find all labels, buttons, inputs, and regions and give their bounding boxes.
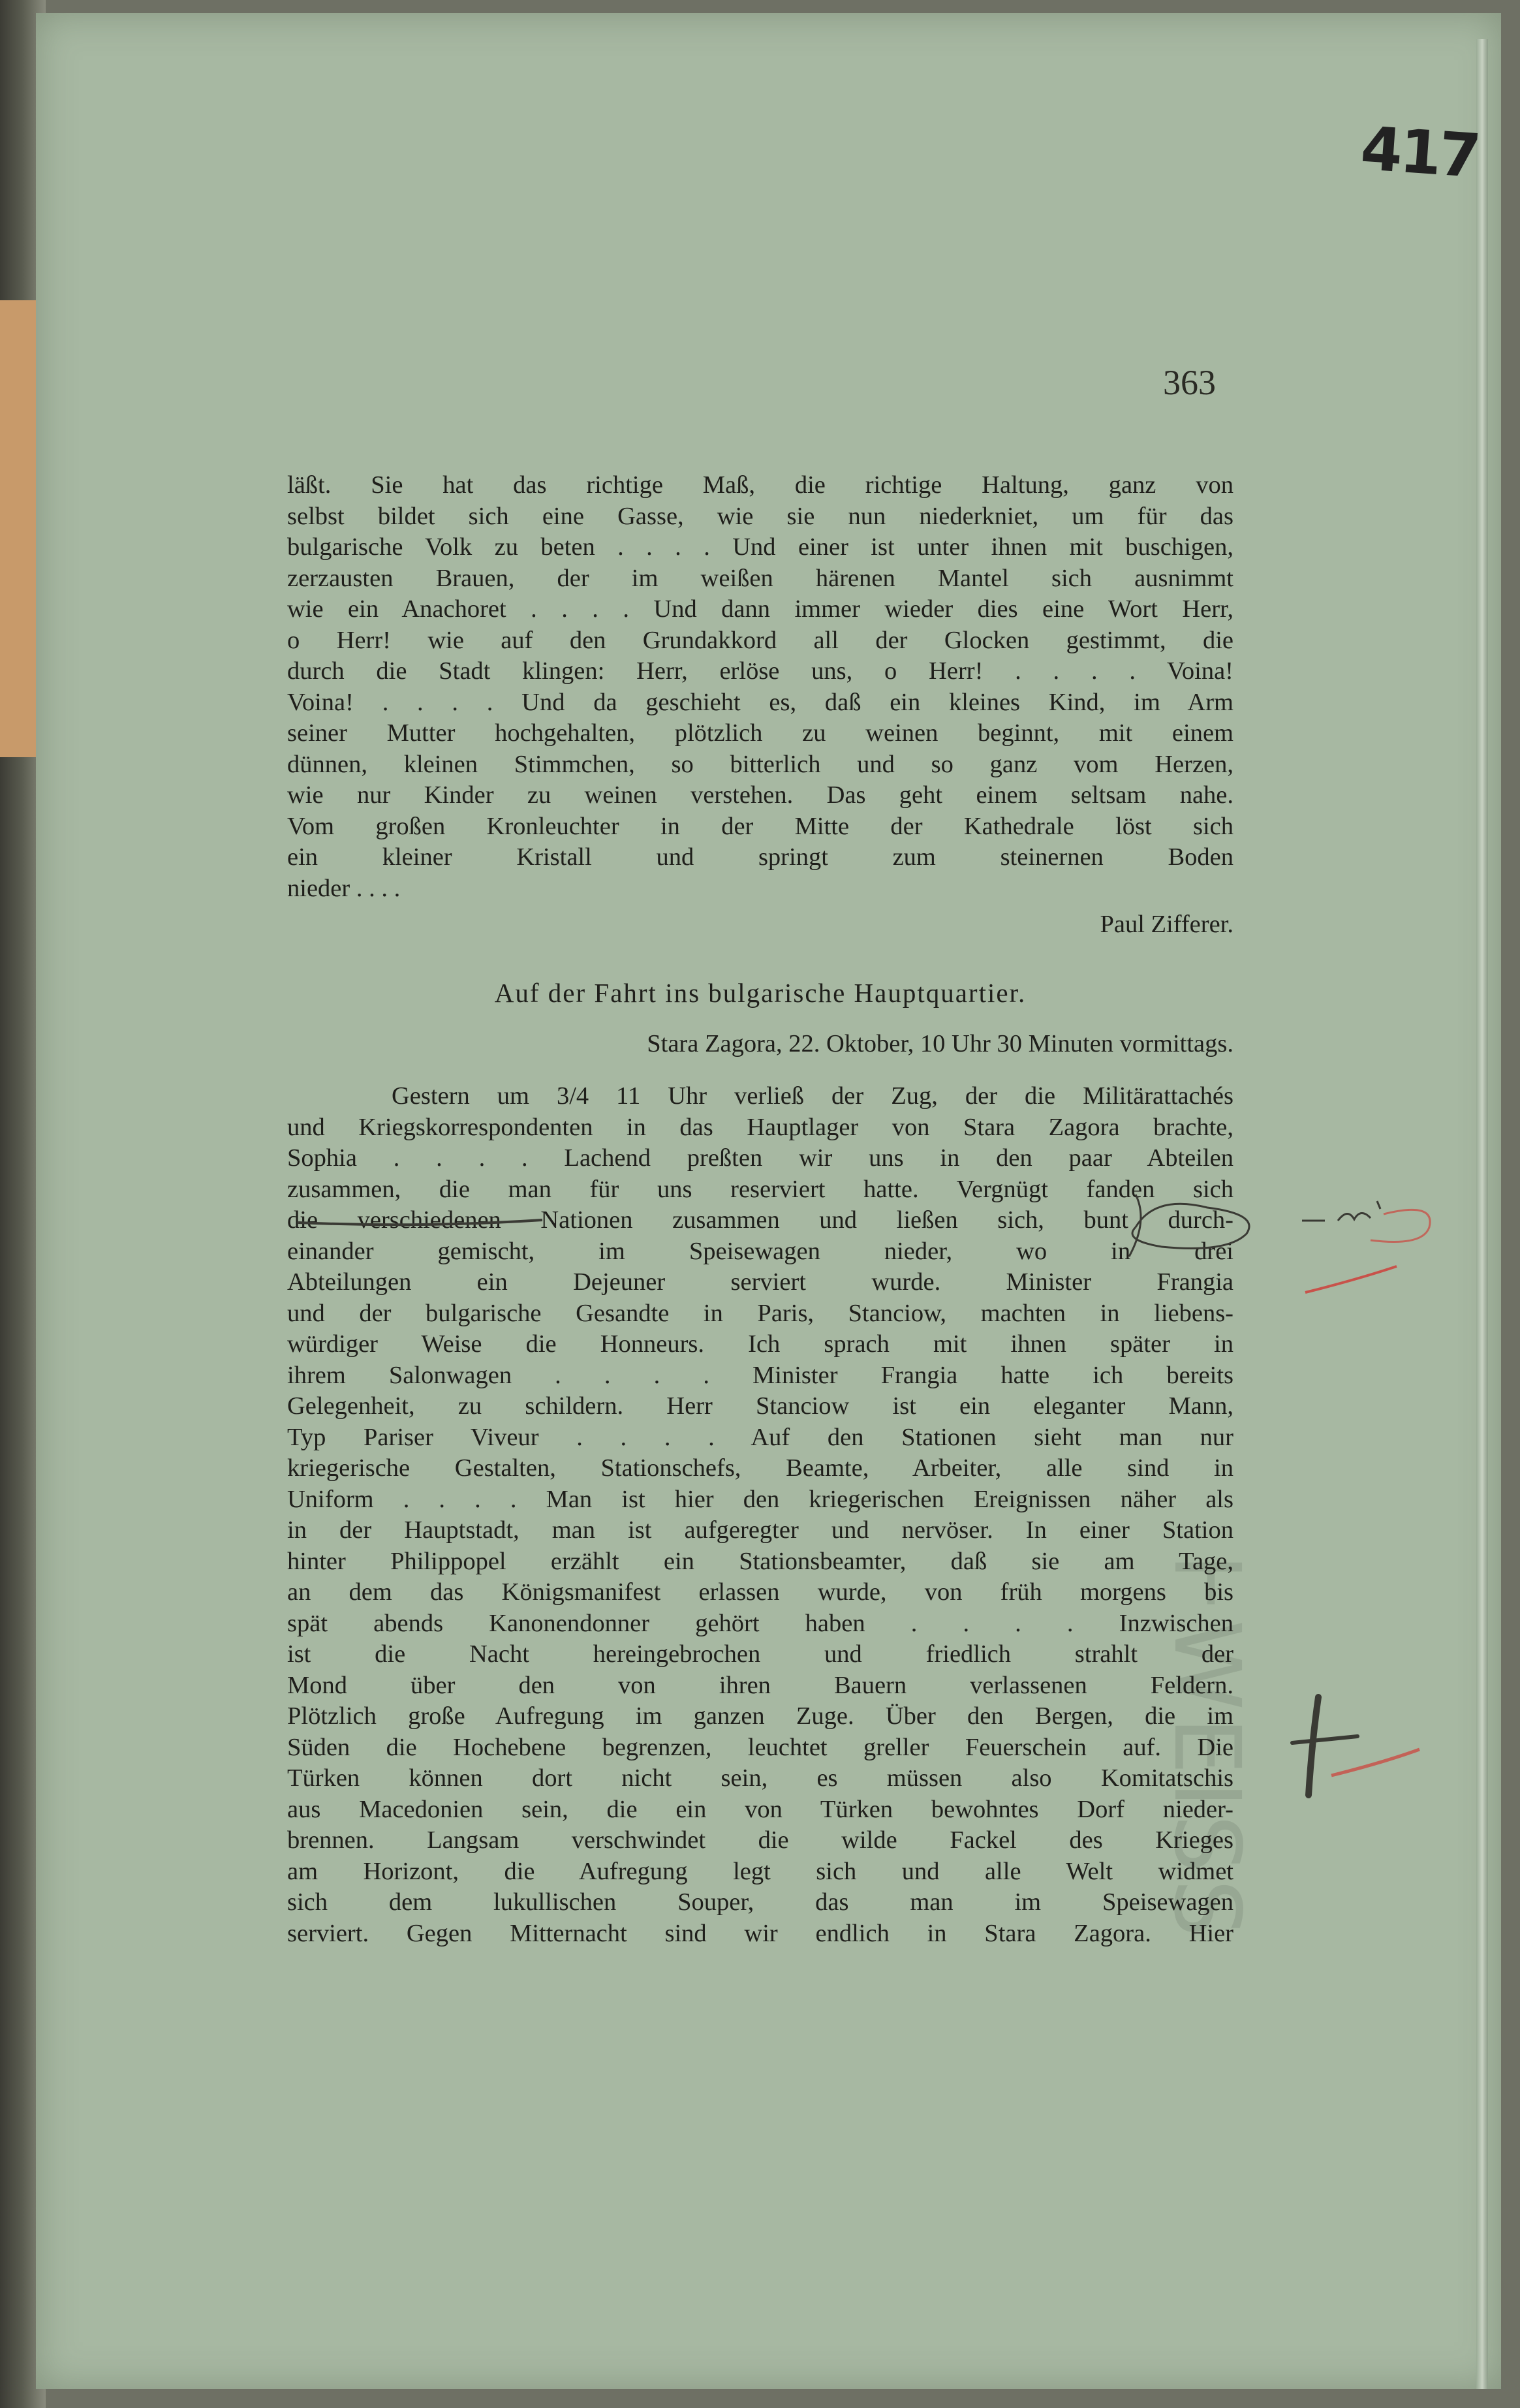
text-line: bulgarische Volk zu beten . . . . Und einer ist unter ihnen mit buschigen, — [287, 533, 1233, 561]
text-line: nieder . . . . — [287, 874, 401, 902]
text-line: Gelegenheit, zu schildern. Herr Stanciow ist ein eleganter Mann, — [287, 1392, 1233, 1420]
text-line: selbst bildet sich eine Gasse, wie sie nun niederkniet, um für das — [287, 502, 1233, 530]
text-line: einander gemischt, im Speisewagen nieder, wo in drei — [287, 1237, 1233, 1265]
article-2-title: Auf der Fahrt ins bulgarische Hauptquartier. — [494, 978, 1027, 1008]
text-line: läßt. Sie hat das richtige Maß, die richtige Haltung, ganz von — [287, 471, 1233, 499]
text-line: zerzausten Brauen, der im weißen härenen Mantel sich ausnimmt — [287, 564, 1233, 592]
text-line: Plötzlich große Aufregung im ganzen Zuge. Über den Bergen, die im — [287, 1702, 1233, 1730]
text-line: Abteilungen ein Dejeuner serviert wurde. Minister Frangia — [287, 1268, 1233, 1296]
text-line: Sophia . . . . Lachend preßten wir uns in den paar Abteilen — [287, 1144, 1233, 1172]
handwritten-folio-number: 417 — [1358, 113, 1481, 192]
text-line: an dem das Königsmanifest erlassen wurde, von früh morgens bis — [287, 1578, 1233, 1606]
text-line: dünnen, kleinen Stimmchen, so bitterlich und so ganz vom Herzen, — [287, 750, 1233, 778]
text-line: o Herr! wie auf den Grundakkord all der Glocken gestimmt, die — [287, 626, 1233, 654]
text-line: ihrem Salonwagen . . . . Minister Frangia hatte ich bereits — [287, 1361, 1233, 1389]
text-line: hinter Philippopel erzählt ein Stationsbeamter, daß sie am Tage, — [287, 1547, 1233, 1575]
text-line: Uniform . . . . Man ist hier den kriegerischen Ereignissen näher als — [287, 1485, 1233, 1513]
text-line: und der bulgarische Gesandte in Paris, Stanciow, machten in liebens- — [287, 1299, 1233, 1327]
text-line: spät abends Kanonendonner gehört haben . . . . Inzwischen — [287, 1609, 1233, 1637]
text-line: Mond über den von ihren Bauern verlassenen Feldern. — [287, 1671, 1233, 1699]
article-1-body — [287, 470, 1233, 948]
text-line: durch die Stadt klingen: Herr, erlöse uns, o Herr! . . . . Voina! — [287, 657, 1233, 685]
text-line: ist die Nacht hereingebrochen und friedlich strahlt der — [287, 1640, 1233, 1668]
text-line: Vom großen Kronleuchter in der Mitte der Kathedrale löst sich — [287, 812, 1233, 840]
page-content — [287, 470, 1233, 1949]
text-line: die verschiedenen Nationen zusammen und ließen sich, bunt durch- — [287, 1206, 1233, 1234]
text-line: brennen. Langsam verschwindet die wilde Fackel des Krieges — [287, 1826, 1233, 1854]
library-stamp-watermark: ͰWEISS — [1153, 1554, 1260, 1944]
page-edge — [1476, 39, 1488, 2389]
page-number: 363 — [1163, 363, 1216, 402]
text-line: zusammen, die man für uns reserviert hatte. Vergnügt fanden sich — [287, 1175, 1233, 1203]
text-line: und Kriegskorrespondenten in das Hauptlager von Stara Zagora brachte, — [287, 1113, 1233, 1141]
text-line: in der Hauptstadt, man ist aufgeregter und nervöser. In einer Station — [287, 1516, 1233, 1544]
text-line: kriegerische Gestalten, Stationschefs, Beamte, Arbeiter, alle sind in — [287, 1454, 1233, 1482]
text-line: serviert. Gegen Mitternacht sind wir endlich in Stara Zagora. Hier — [287, 1919, 1233, 1947]
article-2-dateline: Stara Zagora, 22. Oktober, 10 Uhr 30 Minuten vormittags. — [647, 1030, 1233, 1057]
text-line: Türken können dort nicht sein, es müssen also Komitatschis — [287, 1764, 1233, 1792]
text-line: ein kleiner Kristall und springt zum steinernen Boden — [287, 843, 1233, 871]
text-line: sich dem lukullischen Souper, das man im Speisewagen — [287, 1888, 1233, 1916]
text-line: Gestern um 3/4 11 Uhr verließ der Zug, der die Militärattachés — [392, 1082, 1233, 1110]
text-line: Süden die Hochebene begrenzen, leuchtet greller Feuerschein auf. Die — [287, 1733, 1233, 1761]
text-line: am Horizont, die Aufregung legt sich und alle Welt widmet — [287, 1857, 1233, 1885]
text-line: Typ Pariser Viveur . . . . Auf den Stationen sieht man nur — [287, 1423, 1233, 1451]
text-line: seiner Mutter hochgehalten, plötzlich zu weinen beginnt, mit einem — [287, 719, 1233, 747]
text-line: wie ein Anachoret . . . . Und dann immer wieder dies eine Wort Herr, — [287, 595, 1233, 623]
text-line: Voina! . . . . Und da geschieht es, daß ein kleines Kind, im Arm — [287, 688, 1233, 716]
text-line: wie nur Kinder zu weinen verstehen. Das geht einem seltsam nahe. — [287, 781, 1233, 809]
article-2-body — [287, 1081, 1233, 1949]
text-line: würdiger Weise die Honneurs. Ich sprach mit ihnen später in — [287, 1330, 1233, 1358]
text-line: aus Macedonien sein, die ein von Türken bewohntes Dorf nieder- — [287, 1795, 1233, 1823]
author-signature: Paul Zifferer. — [1100, 911, 1233, 938]
